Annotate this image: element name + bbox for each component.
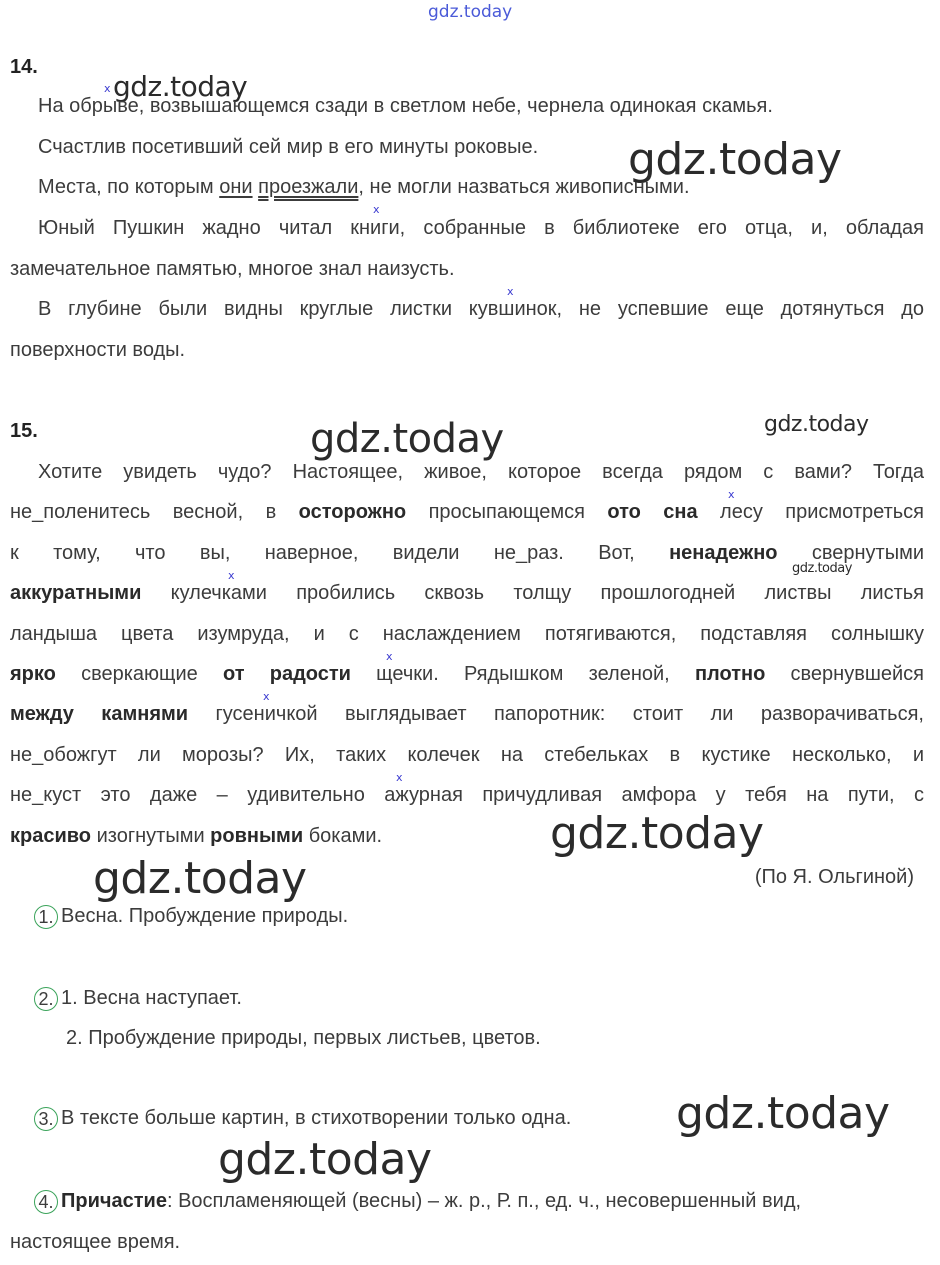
watermark: gdz.today xyxy=(676,1088,890,1139)
watermark: gdz.today xyxy=(218,1134,432,1185)
text-run: боками. xyxy=(303,825,383,847)
answer-text: 1. Весна наступает. xyxy=(61,987,242,1009)
subject-underlined: они xyxy=(219,176,253,198)
source-credit: (По Я. Ольгиной) xyxy=(754,866,914,888)
text-run: Места, по которым xyxy=(38,176,220,198)
header-watermark: gdz.today xyxy=(428,2,513,22)
text-run: лесу присмотреться xyxy=(697,501,924,523)
text-run: , не могли назваться живописными. xyxy=(358,176,690,198)
text-run: свернутыми xyxy=(777,542,924,564)
ex14-line-1: На обрыве, возвышающемся сзади в светлом небе, чернела одинокая скамья. xyxy=(38,95,773,117)
ex15-line-1: Хотите увидеть чудо? Настоящее, живое, которое всегда рядом с вами? Тогда xyxy=(38,461,924,483)
watermark: gdz.today xyxy=(310,416,504,462)
bold-run: ярко xyxy=(10,663,56,685)
answer-number-circle: 1. xyxy=(34,905,58,929)
answer-4 xyxy=(34,1189,801,1214)
bold-run: Причастие xyxy=(61,1190,167,1212)
answer-text: В тексте больше картин, в стихотворении только одна. xyxy=(61,1107,572,1129)
ex14-line-7: поверхности воды. xyxy=(10,339,186,361)
text-run: щечки. Рядышком зеленой, xyxy=(350,663,695,685)
text-run: свернувшейся xyxy=(765,663,924,685)
mark-x: x xyxy=(373,203,380,216)
bold-run: между камнями xyxy=(10,703,189,725)
answer-3 xyxy=(34,1106,571,1131)
mark-x: x xyxy=(396,771,403,784)
watermark: gdz.today xyxy=(550,808,764,859)
mark-x: x xyxy=(507,285,514,298)
answer-text: Весна. Пробуждение природы. xyxy=(61,905,349,927)
answer-2 xyxy=(34,986,242,1011)
ex15-line-4 xyxy=(10,581,924,605)
watermark: gdz.today xyxy=(764,412,869,437)
text-run: не_поленитесь весной, в xyxy=(10,501,299,523)
ex14-line-2: Счастлив посетивший сей мир в его минуты роковые. xyxy=(38,136,539,158)
ex14-line-5: замечательное памятью, многое знал наизусть. xyxy=(10,258,455,280)
mark-x: x xyxy=(386,650,393,663)
bold-run: плотно xyxy=(694,663,766,685)
answer-text: : Воспламеняющей (весны) – ж. р., Р. п., ед. ч., несовершенный вид, xyxy=(166,1190,802,1212)
watermark: gdz.today xyxy=(792,561,852,576)
ex15-line-3 xyxy=(10,541,924,565)
ex15-line-10 xyxy=(10,824,382,848)
ex14-line-3 xyxy=(38,175,690,199)
text-run: к тому, что вы, наверное, видели не_раз. Вот, xyxy=(10,542,670,564)
ex15-line-5: ландыша цвета изумруда, и с наслаждением потягиваются, подставляя солнышку xyxy=(10,623,924,645)
bold-run: аккуратными xyxy=(10,582,142,604)
ex15-line-2 xyxy=(10,500,924,524)
watermark: gdz.today xyxy=(628,134,842,185)
mark-x: x xyxy=(228,569,235,582)
ex15-line-7 xyxy=(10,702,924,726)
answer-2-item-2: 2. Пробуждение природы, первых листьев, цветов. xyxy=(66,1027,541,1049)
watermark: gdz.today xyxy=(93,853,307,904)
answer-1 xyxy=(34,904,348,929)
watermark: gdz.today xyxy=(113,70,248,103)
answer-number-circle: 4. xyxy=(34,1190,58,1214)
text-run: кулечками пробились сквозь толщу прошлогодней листвы листья xyxy=(141,582,924,604)
ex14-line-4: Юный Пушкин жадно читал книги, собранные в библиотеке его отца, и, обладая xyxy=(38,217,924,239)
text-run: сверкающие xyxy=(55,663,224,685)
predicate-underlined: проезжали xyxy=(258,176,359,198)
bold-run: осторожно xyxy=(298,501,407,523)
bold-run: ненадежно xyxy=(669,542,778,564)
ex15-line-8: не_обожгут ли морозы? Их, таких колечек на стебельках в кустике несколько, и xyxy=(10,744,924,766)
text-run: гусеничкой выглядывает папоротник: стоит ли разворачиваться, xyxy=(188,703,924,725)
text-run: просыпающемся xyxy=(406,501,608,523)
exercise-14-number: 14. xyxy=(10,56,38,78)
exercise-15-number: 15. xyxy=(10,420,38,442)
bold-run: красиво xyxy=(10,825,92,847)
ex14-line-6: В глубине были видны круглые листки кувшинок, не успевшие еще дотянуться до xyxy=(38,298,924,320)
mark-x: x xyxy=(728,488,735,501)
mark-x: x xyxy=(104,82,111,95)
answer-4-continuation: настоящее время. xyxy=(10,1231,181,1253)
text-run: изогнутыми xyxy=(91,825,211,847)
ex15-line-6 xyxy=(10,662,924,686)
answer-number-circle: 2. xyxy=(34,987,58,1011)
bold-run: ровными xyxy=(210,825,304,847)
bold-run: от радости xyxy=(223,663,351,685)
bold-run: ото сна xyxy=(607,501,698,523)
ex15-line-9: не_куст это даже – удивительно ажурная причудливая амфора у тебя на пути, с xyxy=(10,784,924,806)
mark-x: x xyxy=(263,690,270,703)
answer-number-circle: 3. xyxy=(34,1107,58,1131)
